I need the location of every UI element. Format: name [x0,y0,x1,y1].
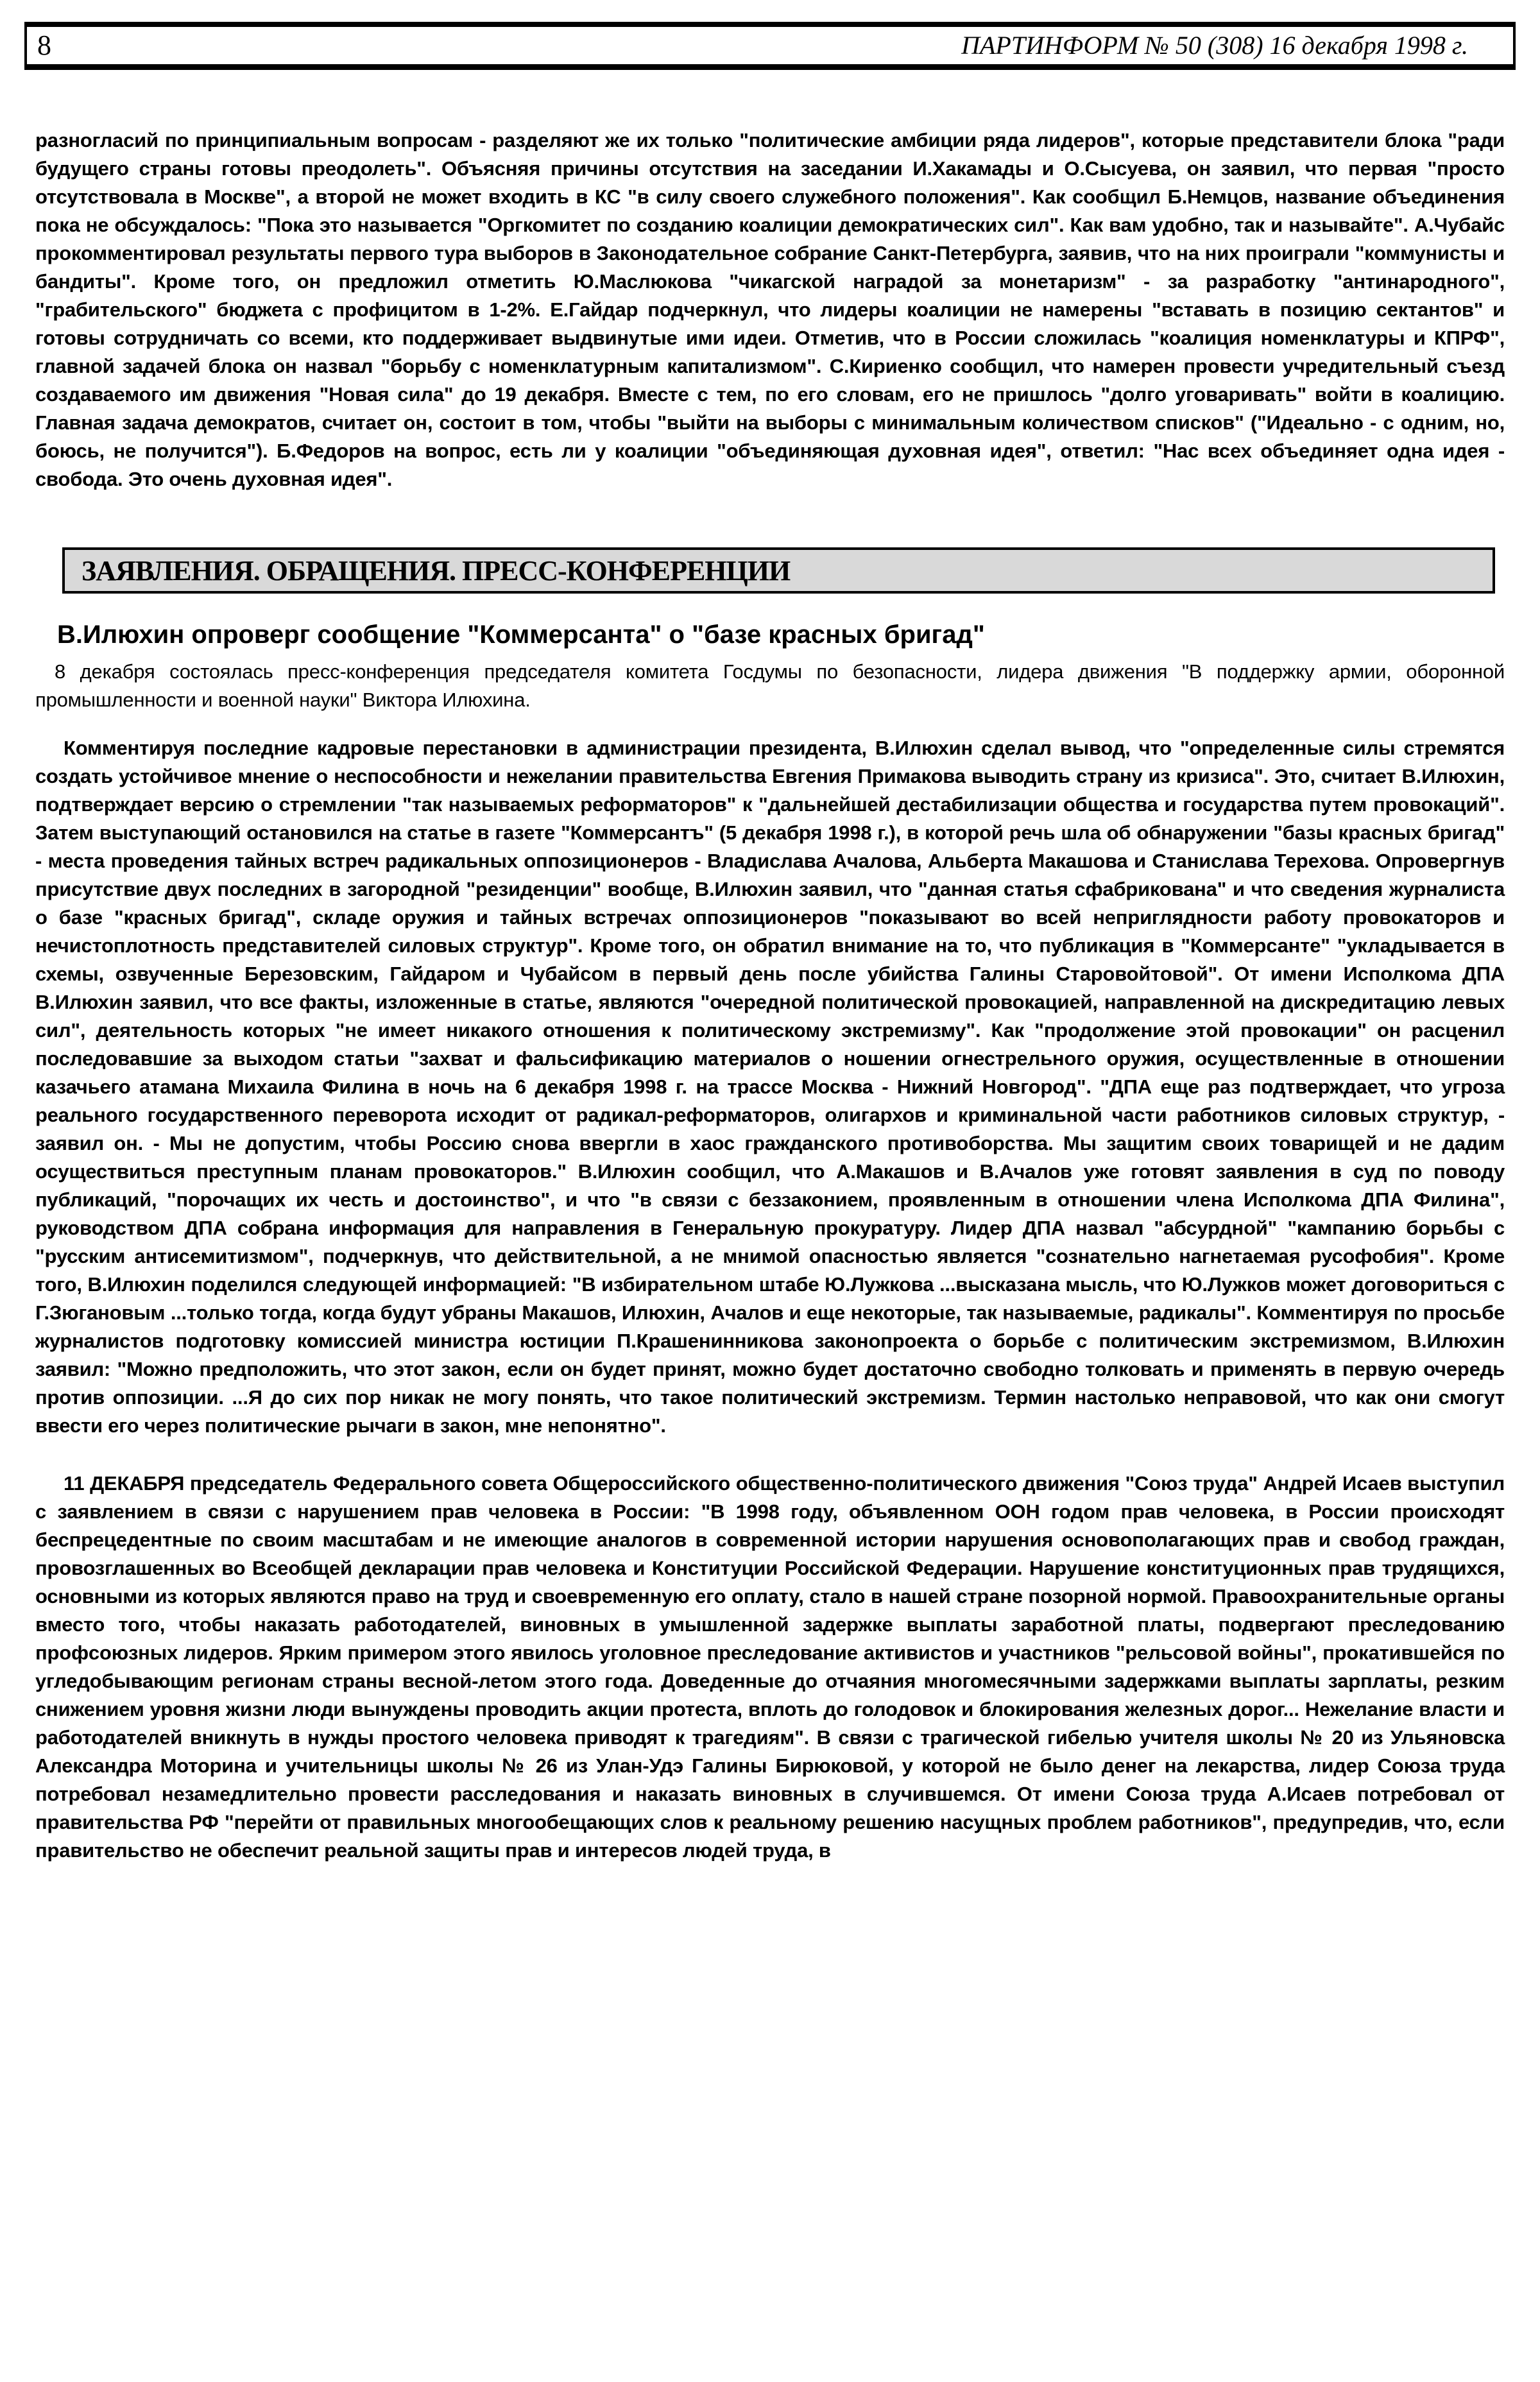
body-column [0,126,1540,1865]
page-number: 8 [37,30,51,61]
article-lead: 8 декабря состоялась пресс-конференция председателя комитета Госдумы по безопасности, лидера движения "В поддержку армии, оборонной промышленности и военной науки" Виктора Илюхина. [35,660,1505,711]
article-title: В.Илюхин опроверг сообщение "Коммерсанта" о "базе красных бригад" [57,621,985,649]
section-title: ЗАЯВЛЕНИЯ. ОБРАЩЕНИЯ. ПРЕСС-КОНФЕРЕНЦИИ [81,554,791,587]
edition-title: ПАРТИНФОРМ № 50 (308) 16 декабря 1998 г. [961,31,1468,60]
article-paragraph: Комментируя последние кадровые перестановки в администрации президента, В.Илюхин сделал вывод, что "определенные силы стремятся создать устойчивое мнение о неспособности и нежелании правительства Евгения Примакова выводить страну из кризиса". Это, считает В.Илюхин, подтверждает версию о стремлении "так называемых реформаторов" к "дальнейшей дестабилизации общества и государства путем провокаций". Затем выступающий остановился на статье в газете "Коммерсантъ" (5 декабря 1998 г.), в которой речь шла об обнаружении "базы красных бригад" - места проведения тайных встреч радикальных оппозиционеров - Владислава Ачалова, Альберта Макашова и Станислава Терехова. Опровергнув присутствие двух последних в загородной "резиденции" вообще, В.Илюхин заявил, что "данная статья сфабрикована" и что сведения журналиста о базе "красных бригад", складе оружия и тайных встречах оппозиционеров "показывают во всей неприглядности работу провокаторов и нечистоплотность представителей силовых структур". Кроме того, он обратил внимание на то, что публикация в "Коммерсанте" "укладывается в схемы, озвученные Березовским, Гайдаром и Чубайсом в первый день после убийства Галины Старовойтовой". От имени Исполкома ДПА В.Илюхин заявил, что все факты, изложенные в статье, являются "очередной политической провокацией, направленной на дискредитацию левых сил", деятельность которых "не имеет никакого отношения к политическому экстремизму". Как "продолжение этой провокации" он расценил последовавшие за выходом статьи "захват и фальсификацию материалов о ношении огнестрельного оружия, осуществленные в отношении казачьего атамана Михаила Филина в ночь на 6 декабря 1998 г. на трассе Москва - Нижний Новгород". "ДПА еще раз подтверждает, что угроза реального государственного переворота исходит от радикал-реформаторов, олигархов и криминальной части работников силовых структур, - заявил он. - Мы не допустим, чтобы Россию снова ввергли в хаос гражданского противоборства. Мы защитим своих товарищей и не дадим осуществиться преступным планам провокаторов." В.Илюхин сообщил, что А.Макашов и В.Ачалов уже готовят заявления в суд по поводу публикаций, "порочащих их честь и достоинство", и что "в связи с беззаконием, проявленным в отношении члена Исполкома ДПА Филина", руководством ДПА собрана информация для направления в Генеральную прокуратуру. Лидер ДПА назвал "абсурдной" "кампанию борьбы с "русским антисемитизмом", подчеркнув, что действительной, а не мнимой опасностью является "сознательно нагнетаемая русофобия". Кроме того, В.Илюхин поделился следующей информацией: "В избирательном штабе Ю.Лужкова ...высказана мысль, что Ю.Лужков может договориться с Г.Зюгановым ...только тогда, когда будут убраны Макашов, Илюхин, Ачалов и еще некоторые, так называемые, радикалы". Комментируя по просьбе журналистов подготовку комиссией министра юстиции П.Крашенинникова законопроекта о борьбе с политическим экстремизмом, В.Илюхин заявил: "Можно предположить, что этот закон, если он будет принят, можно будет достаточно свободно толковать и применять в первую очередь против оппозиции. ...Я до сих пор никак не могу понять, что такое политический экстремизм. Термин настолько неправовой, что как они смогут ввести его через политические рычаги в закон, мне непонятно". [35,737,1505,1437]
article-paragraph: 11 ДЕКАБРЯ председатель Федерального совета Общероссийского общественно-политического движения "Союз труда" Андрей Исаев выступил с заявлением в связи с нарушением прав человека в России: "В 1998 году, объявленном ООН годом прав человека, в России происходят беспрецедентные по своим масштабам и не имеющие аналогов в современной истории нарушения основополагающих прав и свобод граждан, провозглашенных во Всеобщей декларации прав человека и Конституции Российской Федерации. Нарушение конституционных прав трудящихся, основными из которых являются право на труд и своевременную его оплату, стало в нашей стране позорной нормой. Правоохранительные органы вместо того, чтобы наказать работодателей, виновных в умышленной задержке выплаты заработной платы, подвергают преследованию профсоюзных лидеров. Ярким примером этого явилось уголовное преследование активистов и участников "рельсовой войны", прокатившейся по угледобывающим регионам страны весной-летом этого года. Доведенные до отчаяния многомесячными задержками выплаты зарплаты, резким снижением уровня жизни люди вынуждены проводить акции протеста, вплоть до голодовок и блокирования железных дорог... Нежелание власти и работодателей вникнуть в нужды простого человека приводят к трагедиям". В связи с трагической гибелью учителя школы № 20 из Ульяновска Александра Моторина и учительницы школы № 26 из Улан-Удэ Галины Бирюковой, у которой не было денег на лекарства, лидер Союза труда потребовал незамедлительно провести расследования и наказать виновных в случившемся. От имени Союза труда А.Исаев потребовал от правительства РФ "перейти от правильных многообещающих слов к реальному решению насущных проблем работников", предупредив, что, если правительство не обеспечит реальной защиты прав и интересов людей труда, в [35,1472,1505,1862]
section-banner [62,547,1495,594]
page-header [24,22,1516,70]
continuation-paragraph: разногласий по принципиальным вопросам - разделяют же их только "политические амбиции ряда лидеров", которые представители блока "ради будущего страны готовы преодолеть". Объясняя причины отсутствия на заседании И.Хакамады и О.Сысуева, он заявил, что первая "просто отсутствовала в Москве", а второй не может входить в КС "в силу своего служебного положения". Как сообщил Б.Немцов, название объединения пока не обсуждалось: "Пока это называется "Оргкомитет по созданию коалиции демократических сил". Как вам удобно, так и называйте". А.Чубайс прокомментировал результаты первого тура выборов в Законодательное собрание Санкт-Петербурга, заявив, что на них проиграли "коммунисты и бандиты". Кроме того, он предложил отметить Ю.Маслюкова "чикагской наградой за монетаризм" - за разработку "антинародного", "грабительского" бюджета с профицитом в 1-2%. Е.Гайдар подчеркнул, что лидеры коалиции не намерены "вставать в позицию сектантов" и готовы сотрудничать со всеми, кто поддерживает выдвинутые ими идеи. Отметив, что в России сложилась "коалиция номенклатуры и КПРФ", главной задачей блока он назвал "борьбу с номенклатурным капитализмом". С.Кириенко сообщил, что намерен провести учредительный съезд создаваемого им движения "Новая сила" до 19 декабря. Вместе с тем, по его словам, его не пришлось "долго уговаривать" войти в коалицию. Главная задача демократов, считает он, состоит в том, чтобы "выйти на выборы с минимальным количеством списков" ("Идеально - с одним, но, боюсь, не получится"). Б.Федоров на вопрос, есть ли у коалиции "объединяющая духовная идея", ответил: "Нас всех объединяет одна идея - свобода. Это очень духовная идея". [35,129,1505,490]
